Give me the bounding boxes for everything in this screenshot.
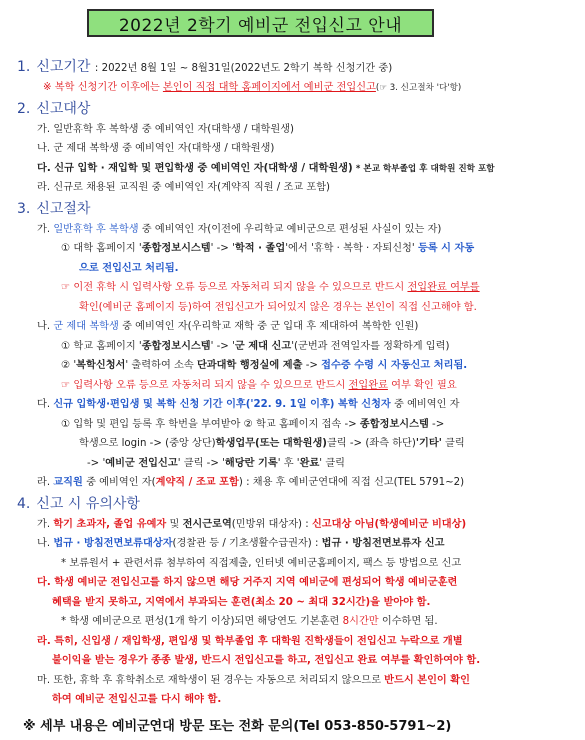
caution-da-cont: 혜택을 받지 못하고, 지역에서 부과되는 훈련(최소 20 ~ 최대 32시간)을 받아야 함. <box>52 596 431 608</box>
caution-ma-cont: 하여 예비군 전입신고를 다시 해야 함. <box>52 694 222 705</box>
procedure-na: 나. 군 제대 복학생 중 예비역인 자(우리학교 재학 중 군 입대 후 제대하여 복학한 인원) <box>37 321 419 332</box>
note-emphasis: 본인이 직접 대학 홈페이지에서 예비군 전입신고 <box>162 82 376 93</box>
procedure-ga-warning: ☞ 이전 휴학 시 입력사항 오류 등으로 자동처리 되지 않을 수 있으므로 반드시 전입완료 여부를 <box>61 282 480 293</box>
section-label: 신고절차 <box>36 200 91 217</box>
procedure-ra: 라. 교직원 중 예비역인 자(계약직 / 조교 포함) : 채용 후 예비군연대에 직접 신고(TEL 5791~2) <box>37 477 465 488</box>
caution-da-note: * 학생 예비군으로 편성(1개 학기 이상)되면 해당연도 기본훈련 8시간만 이수하면 됨. <box>61 616 438 627</box>
procedure-na-target: 군 제대 복학생 <box>53 321 119 332</box>
caution-da: 다. 학생 예비군 전입신고를 하지 않으면 해당 거주지 지역 예비군에 편성되어 학생 예비군훈련 <box>37 577 458 588</box>
procedure-da: 다. 신규 입학생·편입생 및 복학 신청 기간 이후('22. 9. 1일 이후) 복학 신청자 중 예비역인 자 <box>37 399 460 410</box>
period-text: : 2022년 8월 1일 ~ 8월31일(2022년도 2학기 복학 신청기간 중) <box>94 63 393 74</box>
section-number: 2. <box>17 100 31 117</box>
procedure-ga-target: 일반휴학 후 복학생 <box>53 223 139 235</box>
procedure-da-target: 신규 입학생·편입생 및 복학 신청 기간 이후('22. 9. 1일 이후) 복학 신청자 <box>53 399 391 410</box>
notice-title: 2022년 2학기 예비군 전입신고 안내 <box>87 9 434 37</box>
section-procedure-heading <box>0 198 585 220</box>
section-caution-heading <box>0 493 585 515</box>
section-label: 신고 시 유의사항 <box>36 495 140 512</box>
target-item-ra: 라. 신규로 채용된 교직원 중 예비역인 자(계약직 직원 / 조교 포함) <box>37 182 331 193</box>
section-target-heading <box>0 98 585 120</box>
section-period-heading <box>0 56 585 78</box>
target-item-na: 나. 군 제대 복학생 중 예비역인 자(대학생 / 대학원생) <box>37 143 275 154</box>
procedure-ga: 가. 일반휴학 후 복학생 중 예비역인 자(이전에 우리학교 예비군으로 편성된 사실이 있는 자) <box>37 223 442 235</box>
caution-ra-cont: 불이익을 받는 경우가 종종 발생, 반드시 전입신고를 하고, 전입신고 완료 여부를 확인하여야 함. <box>52 655 481 666</box>
period-note <box>0 78 585 98</box>
procedure-na-step1: ① 학교 홈페이지 '종합정보시스템' -> '군 제대 신고'(군번과 전역일자를 정확하게 입력) <box>61 340 450 352</box>
section-label: 신고기간 <box>36 59 91 75</box>
procedure-da-step2: 학생으로 login -> (중앙 상단)학생업무(또는 대학원생)클릭 -> (좌측 하단)'기타' 클릭 <box>79 438 465 449</box>
procedure-na-step2: ② '복학신청서' 출력하여 소속 단과대학 행정실에 제출 -> 접수증 수령 시 자동신고 처리됨. <box>61 360 468 371</box>
caution-na-note: * 보류원서 + 관련서류 첨부하여 직접제출, 인터넷 예비군홈페이지, 팩스 등 방법으로 신고 <box>61 557 462 569</box>
procedure-na-warning: ☞ 입력사항 오류 등으로 자동처리 되지 않을 수 있으므로 반드시 전입완료 여부 확인 필요 <box>61 379 457 391</box>
procedure-ga-step1-cont: 으로 전입신고 처리됨. <box>79 262 179 274</box>
caution-na: 나. 법규 · 방침전면보류대상자(경찰관 등 / 기초생활수급권자) : 법규 · 방침전면보류자 신고 <box>37 538 445 549</box>
section-number: 1. <box>17 59 31 75</box>
target-da-note: * 본교 학부졸업 후 대학원 진학 포함 <box>355 163 495 174</box>
procedure-ga-warning-cont: 확인(예비군 홈페이지 등)하여 전입신고가 되어있지 않은 경우는 본인이 직접 신고해야 함. <box>79 301 477 313</box>
procedure-da-step3: -> '예비군 전입신고' 클릭 -> '해당란 기록' 후 '완료' 클릭 <box>87 457 346 469</box>
caution-ra: 라. 특히, 신입생 / 재입학생, 편입생 및 학부졸업 후 대학원 진학생들이 전입신고 누락으로 개별 <box>37 635 463 647</box>
section-label: 신고대상 <box>36 100 91 117</box>
note-text: ※ 복학 신청기간 이후에는 <box>43 82 163 93</box>
caution-ga: 가. 학기 초과자, 졸업 유예자 및 전시근로역(민방위 대상자) : 신고대상 아님(학생예비군 비대상) <box>37 518 467 530</box>
contact-footer: ※ 세부 내용은 예비군연대 방문 또는 전화 문의(Tel 053-850-5791~2) <box>23 718 452 734</box>
target-item-ga: 가. 일반휴학 후 복학생 중 예비역인 자(대학생 / 대학원생) <box>37 123 295 135</box>
procedure-da-step1: ① 입학 및 편입 등록 후 학번을 부여받아 ② 학교 홈페이지 접속 -> 종합정보시스템 -> <box>61 418 445 430</box>
target-item-da <box>0 159 585 179</box>
section-number: 4. <box>17 495 31 512</box>
target-da-text: 다. 신규 입학 · 재입학 및 편입학생 중 예비역인 자(대학생 / 대학원생) <box>37 162 353 174</box>
caution-ma: 마. 또한, 휴학 후 휴학취소로 재학생이 된 경우는 자동으로 처리되지 않으므로 반드시 본인이 확인 <box>37 674 470 686</box>
note-reference: (☞ 3. 신고절차 '다'항) <box>375 83 462 93</box>
procedure-ga-step1: ① 대학 홈페이지 '종합정보시스템' -> '학적 · 졸업'에서 '휴학 · 복학 · 자퇴신청' 등록 시 자동 <box>61 243 475 254</box>
section-number: 3. <box>17 200 31 217</box>
notice-content <box>0 56 585 740</box>
